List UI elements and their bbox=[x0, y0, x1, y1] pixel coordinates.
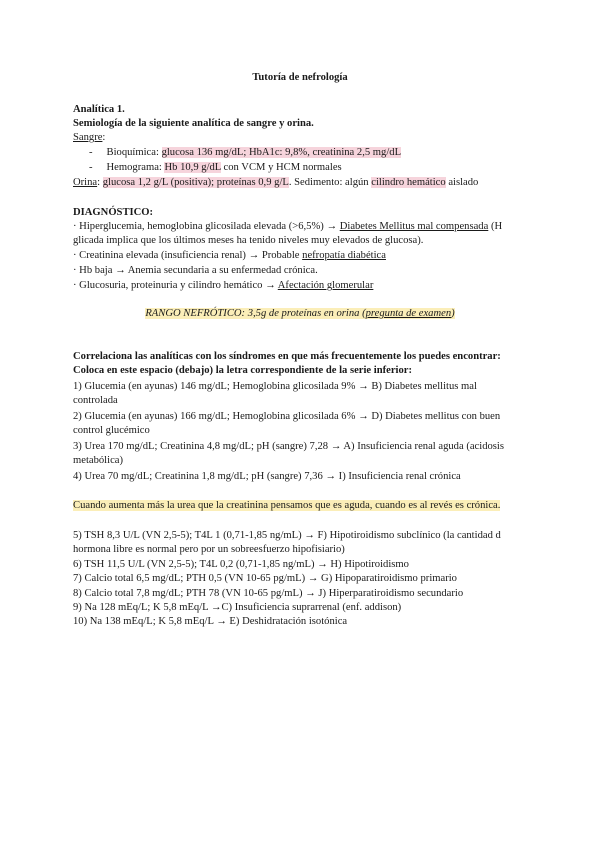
sangre-label: Sangre bbox=[73, 132, 103, 143]
hemograma-value: Hb 10,9 g/dL bbox=[164, 162, 221, 173]
list-item: 6) TSH 11,5 U/L (VN 2,5-5); T4L 0,2 (0,71-1,85 ng/mL) → H) Hipotiroidismo bbox=[73, 559, 409, 570]
page-title: Tutoría de nefrología bbox=[252, 72, 348, 83]
diag-line-5 bbox=[73, 279, 373, 292]
diag-underlined: Diabetes Mellitus mal compensada bbox=[339, 221, 489, 232]
urea-creatinina-note bbox=[73, 499, 500, 512]
orina-highlight: cilindro hemático bbox=[371, 177, 446, 188]
rango-highlight bbox=[145, 308, 454, 319]
rango-nefrotico-note bbox=[0, 307, 600, 320]
rango-text: RANGO NEFRÓTICO: 3,5g de proteínas en orina ( bbox=[145, 308, 366, 319]
coloca-heading: Coloca en este espacio (debajo) la letra correspondiente de la serie inferior: bbox=[73, 365, 413, 376]
diag-text: · Creatinina elevada (insuficiencia renal) → Probable bbox=[73, 250, 303, 261]
diag-underlined: nefropatía diabética bbox=[302, 250, 386, 261]
list-item: 4) Urea 70 mg/dL; Creatinina 1,8 mg/dL; pH (sangre) 7,36 → I) Insuficiencia renal crónica bbox=[73, 471, 461, 482]
hemograma-line bbox=[89, 161, 342, 174]
note-highlight: Cuando aumenta más la urea que la creatinina pensamos que es aguda, cuando es al revés es crónica. bbox=[73, 500, 501, 511]
diag-text: · Glucosuria, proteinuria y cilindro hemático → bbox=[73, 280, 278, 291]
list-item: hormona libre es normal pero por un sobreesfuerzo hipofisiario) bbox=[73, 544, 345, 555]
list-item: 1) Glucemia (en ayunas) 146 mg/dL; Hemoglobina glicosilada 9% → B) Diabetes mellitus mal bbox=[73, 381, 477, 392]
diag-line-1 bbox=[73, 220, 502, 233]
diag-line-4: · Hb baja → Anemia secundaria a su enfermedad crónica. bbox=[73, 265, 318, 276]
rango-text: ) bbox=[451, 308, 455, 319]
analitica-subheading: Semiología de la siguiente analítica de sangre y orina. bbox=[73, 118, 314, 129]
list-item: 2) Glucemia (en ayunas) 166 mg/dL; Hemoglobina glicosilada 6% → D) Diabetes mellitus con buen bbox=[73, 411, 501, 422]
sangre-line: Sangre: bbox=[73, 132, 106, 143]
analitica-heading: Analítica 1. bbox=[73, 104, 125, 115]
diag-line-3 bbox=[73, 249, 386, 262]
diag-line-2: glicada implica que los últimos meses ha tenido niveles muy elevados de glucosa). bbox=[73, 235, 424, 246]
list-item: 8) Calcio total 7,8 mg/dL; PTH 78 (VN 10-65 pg/mL) → J) Hiperparatiroidismo secundario bbox=[73, 588, 464, 599]
list-item: controlada bbox=[73, 395, 118, 406]
list-item: control glucémico bbox=[73, 425, 150, 436]
bullet-dash: - bbox=[89, 162, 93, 173]
diag-underlined: Afectación glomerular bbox=[277, 280, 374, 291]
diag-text: · Hiperglucemia, hemoglobina glicosilada elevada (>6,5%) → bbox=[73, 221, 340, 232]
diagnostico-heading: DIAGNÓSTICO: bbox=[73, 207, 154, 218]
correlaciona-heading: Correlaciona las analíticas con los síndromes en que más frecuentemente los puedes encontrar: bbox=[73, 351, 501, 362]
bioquimica-value: glucosa 136 mg/dL; HbA1c: 9,8%, creatinina 2,5 mg/dL bbox=[161, 147, 402, 158]
orina-label: Orina bbox=[73, 177, 98, 188]
bullet-dash: - bbox=[89, 147, 93, 158]
list-item: 10) Na 138 mEq/L; K 5,8 mEq/L → E) Deshidratación isotónica bbox=[73, 616, 348, 627]
orina-rest: . Sedimento: algún bbox=[288, 177, 372, 188]
list-item: 3) Urea 170 mg/dL; Creatinina 4,8 mg/dL; pH (sangre) 7,28 → A) Insuficiencia renal aguda (acidosis bbox=[73, 441, 504, 452]
list-item: 7) Calcio total 6,5 mg/dL; PTH 0,5 (VN 10-65 pg/mL) → G) Hipoparatiroidismo primario bbox=[73, 573, 457, 584]
bioquimica-line bbox=[89, 146, 401, 159]
hemograma-label: Hemograma: bbox=[106, 162, 165, 173]
orina-end: aislado bbox=[445, 177, 479, 188]
bioquimica-label: Bioquímica: bbox=[106, 147, 162, 158]
list-item: 9) Na 128 mEq/L; K 5,8 mEq/L →C) Insuficiencia suprarrenal (enf. addison) bbox=[73, 602, 402, 613]
list-item: 5) TSH 8,3 U/L (VN 2,5-5); T4L 1 (0,71-1,85 ng/mL) → F) Hipotiroidismo subclínico (la cantidad d bbox=[73, 530, 501, 541]
list-item: metabólica) bbox=[73, 455, 123, 466]
hemograma-rest: con VCM y HCM normales bbox=[220, 162, 342, 173]
rango-underlined: pregunta de examen bbox=[365, 308, 452, 319]
orina-line: Orina: glucosa 1,2 g/L (positiva); proteínas 0,9 g/L. Sedimento: algún cilindro hemático aislado bbox=[73, 177, 479, 188]
diag-text: (H bbox=[488, 221, 503, 232]
orina-value: glucosa 1,2 g/L (positiva); proteínas 0,9 g/L bbox=[102, 177, 289, 188]
